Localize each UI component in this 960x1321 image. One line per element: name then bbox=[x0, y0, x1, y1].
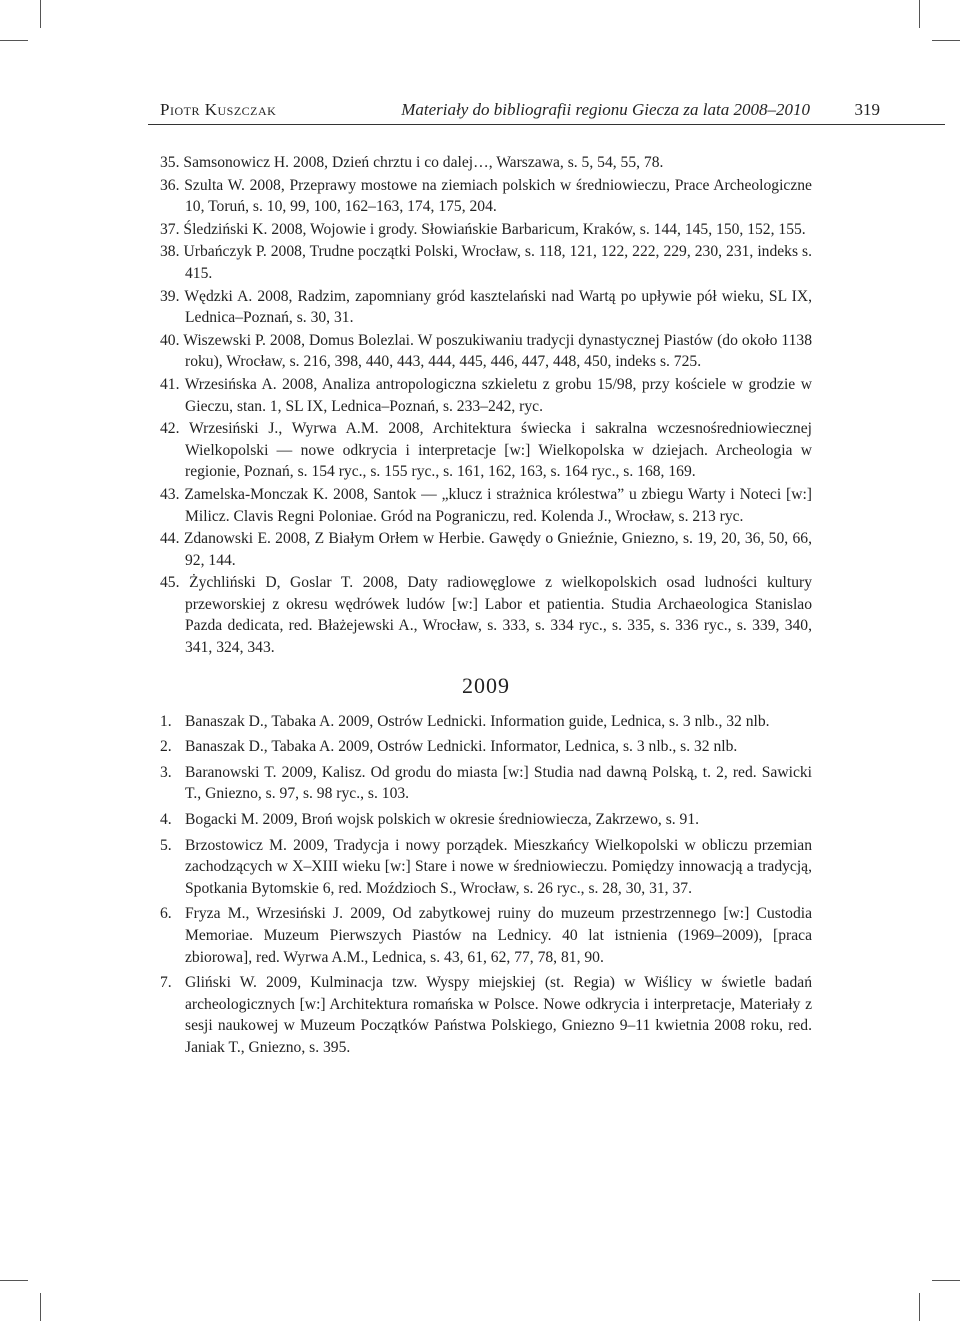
entry-number: 37. bbox=[160, 220, 180, 238]
bibliography-entry bbox=[160, 152, 812, 174]
crop-mark-top-right bbox=[919, 0, 920, 28]
entry-text: Szulta W. 2008, Przeprawy mostowe na ziemiach polskich w średniowieczu, Prace Archeologiczne 10, Toruń, s. 10, 99, 100, 162–163, 174, 175, 204. bbox=[184, 176, 812, 216]
entry-text: Urbańczyk P. 2008, Trudne początki Polski, Wrocław, s. 118, 121, 122, 222, 229, 230, 231, indeks s. 415. bbox=[183, 243, 813, 282]
bibliography-entry bbox=[160, 903, 812, 968]
entry-number: 7. bbox=[160, 974, 172, 992]
entry-text: Samsonowicz H. 2008, Dzień chrztu i co dalej…, Warszawa, s. 5, 54, 55, 78. bbox=[183, 154, 664, 171]
entry-text: Wędzki A. 2008, Radzim, zapomniany gród kasztelański nad Wartą po upływie pół wieku, SL IX, Lednica–Poznań, s. 30, 31. bbox=[184, 287, 812, 327]
header-author: Piotr Kuszczak bbox=[160, 100, 277, 119]
bibliography-entry bbox=[160, 418, 812, 483]
entry-number: 41. bbox=[160, 375, 180, 393]
crop-mark-top-left-h bbox=[0, 40, 28, 41]
entry-text: Banaszak D., Tabaka A. 2009, Ostrów Lednicki. Information guide, Lednica, s. 3 nlb., 32 nlb. bbox=[185, 712, 770, 730]
bibliography-entry bbox=[160, 484, 812, 527]
entry-text: Baranowski T. 2009, Kalisz. Od grodu do miasta [w:] Studia nad dawną Polską, t. 2, red. Sawicki T., Gniezno, s. 97, s. 98 ryc., s. 103. bbox=[185, 763, 812, 803]
entry-text: Fryza M., Wrzesiński J. 2009, Od zabytkowej ruiny do muzeum przestrzennego [w:] Custodia Memoriae. Muzeum Pierwszych Piastów na Lednicy. 40 lat istnienia (1969–2009), [praca zbiorowa], red. Wyrwa A.M., Lednica, s. 43, 61, 62, 77, 78, 81, 90. bbox=[185, 905, 812, 966]
entry-number: 6. bbox=[160, 905, 172, 923]
crop-mark-bottom-left-h bbox=[0, 1280, 28, 1281]
entry-number: 45. bbox=[160, 574, 180, 592]
bibliography-entry bbox=[160, 835, 812, 900]
entry-number: 40. bbox=[160, 331, 180, 349]
bibliography-entry bbox=[160, 286, 812, 329]
bibliography-entry bbox=[160, 972, 812, 1058]
entry-number: 43. bbox=[160, 485, 180, 503]
entry-text: Brzostowicz M. 2009, Tradycja i nowy porządek. Mieszkańcy Wielkopolski w obliczu przemian zachodzących w X–XIII wieku [w:] Stare i nowe w średniowieczu. Pomiędzy innowacją a tradycją, Spotkania Bytomskie 6, red. Moździoch S., Wrocław, s. 26 ryc., s. 28, 30, 31, 37. bbox=[185, 836, 812, 897]
entry-text: Wrzesiński J., Wyrwa A.M. 2008, Architektura świecka i sakralna wczesnośredniowiecznej Wielkopolski — nowe odkrycia i interpretacje [w:] Wielkopolska w dziejach. Archeologia w regionie, Poznań, s. 154 ryc., s. 155 ryc., s. 161, 162, 163, s. 164 ryc., s. 168, 169. bbox=[185, 420, 812, 481]
year-heading: 2009 bbox=[462, 672, 510, 698]
entry-text: Zamelska-Monczak K. 2008, Santok — „klucz i strażnica królestwa” u zbiegu Warty i Noteci [w:] Milicz. Clavis Regni Poloniae. Gród na Pograniczu, red. Kolenda J., Wrocław, s. 213 ryc. bbox=[184, 485, 812, 525]
entry-number: 1. bbox=[160, 712, 172, 730]
bibliography-entry bbox=[160, 374, 812, 417]
bibliography-entry bbox=[160, 241, 812, 284]
entry-text: Wiszewski P. 2008, Domus Bolezlai. W poszukiwaniu tradycji dynastycznej Piastów (do około 1138 roku), Wrocław, s. 216, 398, 440, 443, 444, 445, 446, 447, 448, 450, indeks s. 725. bbox=[183, 331, 812, 371]
entry-number: 38. bbox=[160, 243, 180, 261]
entry-number: 2. bbox=[160, 738, 172, 756]
running-header bbox=[160, 98, 880, 122]
crop-mark-top-left bbox=[40, 0, 41, 28]
entries-2009 bbox=[160, 711, 812, 1059]
entry-number: 44. bbox=[160, 530, 180, 548]
crop-mark-bottom-right bbox=[919, 1293, 920, 1321]
bibliography-entry bbox=[160, 762, 812, 805]
entry-text: Śledziński K. 2008, Wojowie i grody. Słowiańskie Barbaricum, Kraków, s. 144, 145, 150, 152, 155. bbox=[183, 220, 806, 238]
crop-mark-bottom-left bbox=[40, 1293, 41, 1321]
entry-number: 35. bbox=[160, 154, 180, 171]
page-number: 319 bbox=[854, 100, 880, 119]
entry-text: Bogacki M. 2009, Broń wojsk polskich w okresie średniowiecza, Zakrzewo, s. 91. bbox=[185, 811, 700, 829]
bibliography-entry bbox=[160, 528, 812, 571]
entry-text: Żychliński D, Goslar T. 2008, Daty radiowęglowe z wielkopolskich osad ludności kultury przeworskiej z okresu wędrówek ludów [w:] Labor et patientia. Studia Archaeologica Stanislao Pazda dedicata, red. Błażejewski A., Wrocław, s. 333, s. 334 ryc., s. 335, s. 336 ryc., s. 339, 340, 341, 324, 343. bbox=[185, 574, 812, 657]
bibliography-entry bbox=[160, 175, 812, 218]
entry-number: 39. bbox=[160, 287, 180, 305]
entry-number: 3. bbox=[160, 763, 172, 781]
crop-mark-top-right-h bbox=[932, 40, 960, 41]
entry-text: Wrzesińska A. 2008, Analiza antropologiczna szkieletu z grobu 15/98, przy kościele w grodzie w Gieczu, stan. 1, SL IX, Lednica–Poznań, s. 233–242, ryc. bbox=[184, 375, 812, 415]
bibliography bbox=[160, 152, 812, 1063]
entry-number: 36. bbox=[160, 176, 180, 194]
crop-mark-bottom-right-h bbox=[932, 1280, 960, 1281]
entry-number: 5. bbox=[160, 836, 172, 854]
entry-text: Zdanowski E. 2008, Z Białym Orłem w Herbie. Gawędy o Gnieźnie, Gniezno, s. 19, 20, 36, 50, 66, 92, 144. bbox=[183, 530, 812, 569]
bibliography-entry bbox=[160, 330, 812, 373]
entry-text: Banaszak D., Tabaka A. 2009, Ostrów Lednicki. Informator, Lednica, s. 3 nlb., s. 32 nlb. bbox=[185, 738, 738, 756]
bibliography-entry bbox=[160, 736, 812, 758]
bibliography-entry bbox=[160, 711, 812, 733]
entry-number: 42. bbox=[160, 420, 180, 438]
header-title: Materiały do bibliografii regionu Giecza za lata 2008–2010 bbox=[401, 100, 810, 119]
entry-number: 4. bbox=[160, 811, 172, 829]
bibliography-entry bbox=[160, 809, 812, 831]
entries-2008 bbox=[160, 152, 812, 659]
entry-text: Gliński W. 2009, Kulminacja tzw. Wyspy miejskiej (st. Regia) w Wiślicy w świetle badań archeologicznych [w:] Architektura romańska w Polsce. Nowe odkrycia i interpretacje, Materiały z sesji naukowej w Muzeum Początków Państwa Polskiego, Gniezno 9–11 kwietnia 2008 roku, red. Janiak T., Gniezno, s. 395. bbox=[185, 974, 812, 1056]
bibliography-entry bbox=[160, 572, 812, 658]
bibliography-entry bbox=[160, 219, 812, 241]
header-rule bbox=[148, 124, 945, 125]
